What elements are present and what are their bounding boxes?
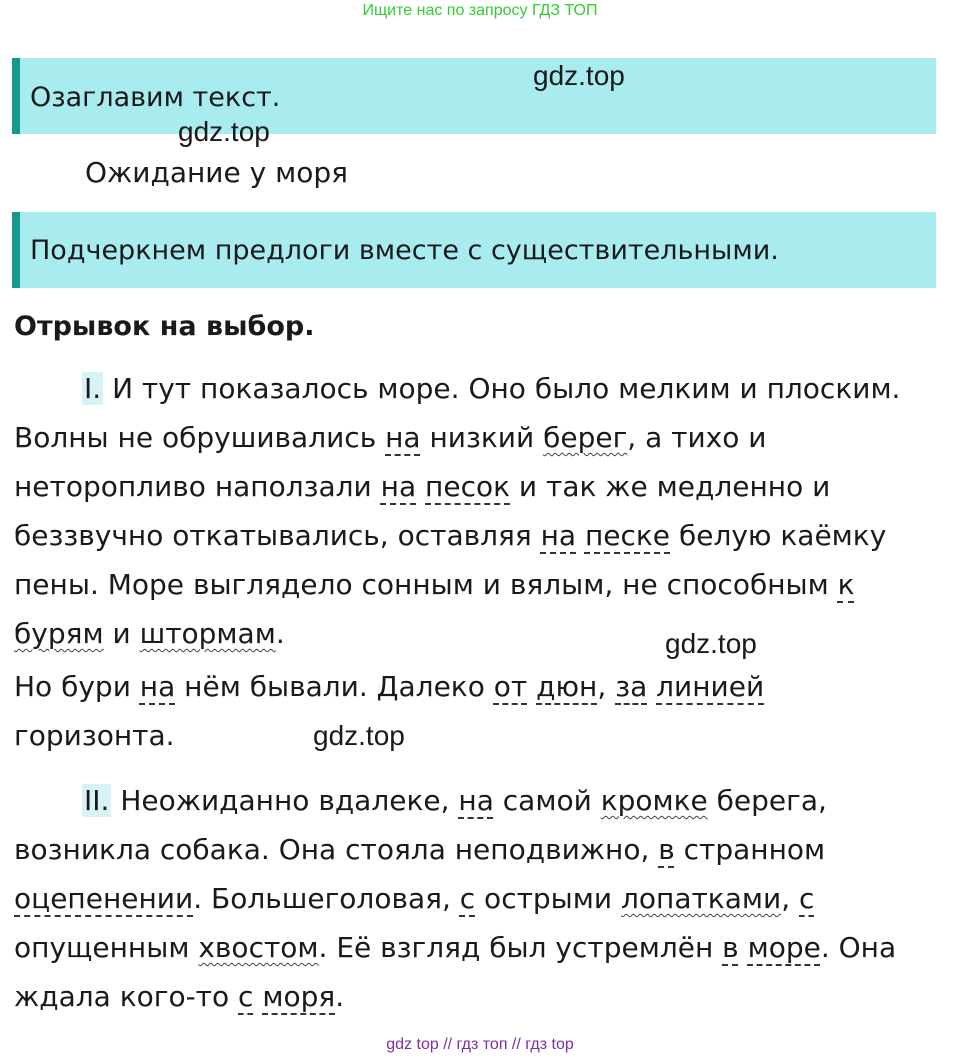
text xyxy=(576,519,585,552)
text xyxy=(253,980,262,1013)
preposition: на xyxy=(385,421,421,454)
text xyxy=(647,670,656,703)
task-box-prepositions xyxy=(12,212,936,288)
text: И тут показалось море. Оно было мелким и плоским. xyxy=(103,372,901,405)
noun: море xyxy=(747,931,821,964)
passage-line xyxy=(14,470,830,503)
passage-line xyxy=(82,784,827,817)
text: ждала кого-то xyxy=(14,980,239,1013)
noun: песок xyxy=(425,470,511,503)
noun: песке xyxy=(584,519,671,552)
passage-marker: I. xyxy=(84,372,102,405)
preposition: с xyxy=(238,980,254,1013)
passage-line xyxy=(82,372,900,405)
passage-marker: II. xyxy=(84,784,110,817)
preposition: в xyxy=(722,931,739,964)
text: . Большеголовая, xyxy=(193,882,460,915)
passage-line xyxy=(14,421,766,454)
passage-line xyxy=(14,980,344,1013)
preposition: на xyxy=(139,670,176,703)
text: опущенным xyxy=(14,931,199,964)
footer-links: gdz top // гдз топ // гдз top xyxy=(386,1036,574,1053)
text: . Она xyxy=(820,931,897,964)
noun: лопатками xyxy=(621,882,782,915)
text xyxy=(416,470,425,503)
preposition: от xyxy=(493,670,528,703)
text: низкий xyxy=(420,421,544,454)
text: Волны не обрушивались xyxy=(14,421,386,454)
text: и так же медленно и xyxy=(510,470,831,503)
text: и xyxy=(103,617,140,650)
noun: линией xyxy=(656,670,765,703)
text: . xyxy=(275,617,285,650)
noun: кромке xyxy=(600,784,708,817)
search-hint-banner: Ищите нас по запросу ГДЗ ТОП xyxy=(362,2,598,19)
noun: оцепенении xyxy=(14,882,194,915)
text: пены. Море выглядело сонным и вялым, не способным xyxy=(14,568,838,601)
preposition: к xyxy=(837,568,855,601)
passage-line xyxy=(14,617,285,650)
text: беззвучно откатывались, оставляя xyxy=(14,519,541,552)
text-title: Ожидание у моря xyxy=(85,156,348,189)
passage-line xyxy=(14,882,814,915)
noun: бурям xyxy=(14,617,104,650)
watermark: gdz.top xyxy=(665,628,757,659)
text: , а тихо и xyxy=(627,421,767,454)
text: острыми xyxy=(475,882,621,915)
text: , xyxy=(597,670,616,703)
text: неторопливо наползали xyxy=(14,470,381,503)
passage-line xyxy=(14,931,896,964)
noun: дюн xyxy=(536,670,598,703)
text: Неожиданно вдалеке, xyxy=(111,784,459,817)
text: возникла собака. Она стояла неподвижно, xyxy=(14,833,659,866)
text: самой xyxy=(493,784,601,817)
watermark: gdz.top xyxy=(533,60,625,91)
text: . Её взгляд был устремлён xyxy=(318,931,723,964)
task-prepositions-label: Подчеркнем предлоги вместе с существительными. xyxy=(30,234,779,266)
passage-line xyxy=(14,833,825,866)
text xyxy=(527,670,536,703)
text: берега, xyxy=(707,784,827,817)
preposition: с xyxy=(799,882,815,915)
noun: хвостом xyxy=(198,931,319,964)
watermark: gdz.top xyxy=(313,720,405,751)
passage-line xyxy=(14,719,175,752)
section-heading: Отрывок на выбор. xyxy=(14,311,315,342)
preposition: на xyxy=(458,784,494,817)
text: нём бывали. Далеко xyxy=(175,670,494,703)
noun: берег xyxy=(543,421,628,454)
watermark: gdz.top xyxy=(178,116,270,147)
text: странном xyxy=(674,833,826,866)
task-box-title xyxy=(12,58,936,134)
preposition: с xyxy=(459,882,476,915)
passage-line xyxy=(14,670,764,703)
preposition: на xyxy=(540,519,577,552)
preposition: в xyxy=(658,833,675,866)
text: Но бури xyxy=(14,670,140,703)
preposition: за xyxy=(615,670,648,703)
text xyxy=(739,931,748,964)
text: , xyxy=(781,882,800,915)
passage-line xyxy=(14,519,886,552)
passage-line xyxy=(14,568,855,601)
task-title-label: Озаглавим текст. xyxy=(30,82,281,113)
noun: штормам xyxy=(139,617,276,650)
text: белую каёмку xyxy=(670,519,887,552)
text: горизонта. xyxy=(14,719,175,752)
preposition: на xyxy=(380,470,417,503)
text: . xyxy=(335,980,345,1013)
noun: моря xyxy=(262,980,336,1013)
